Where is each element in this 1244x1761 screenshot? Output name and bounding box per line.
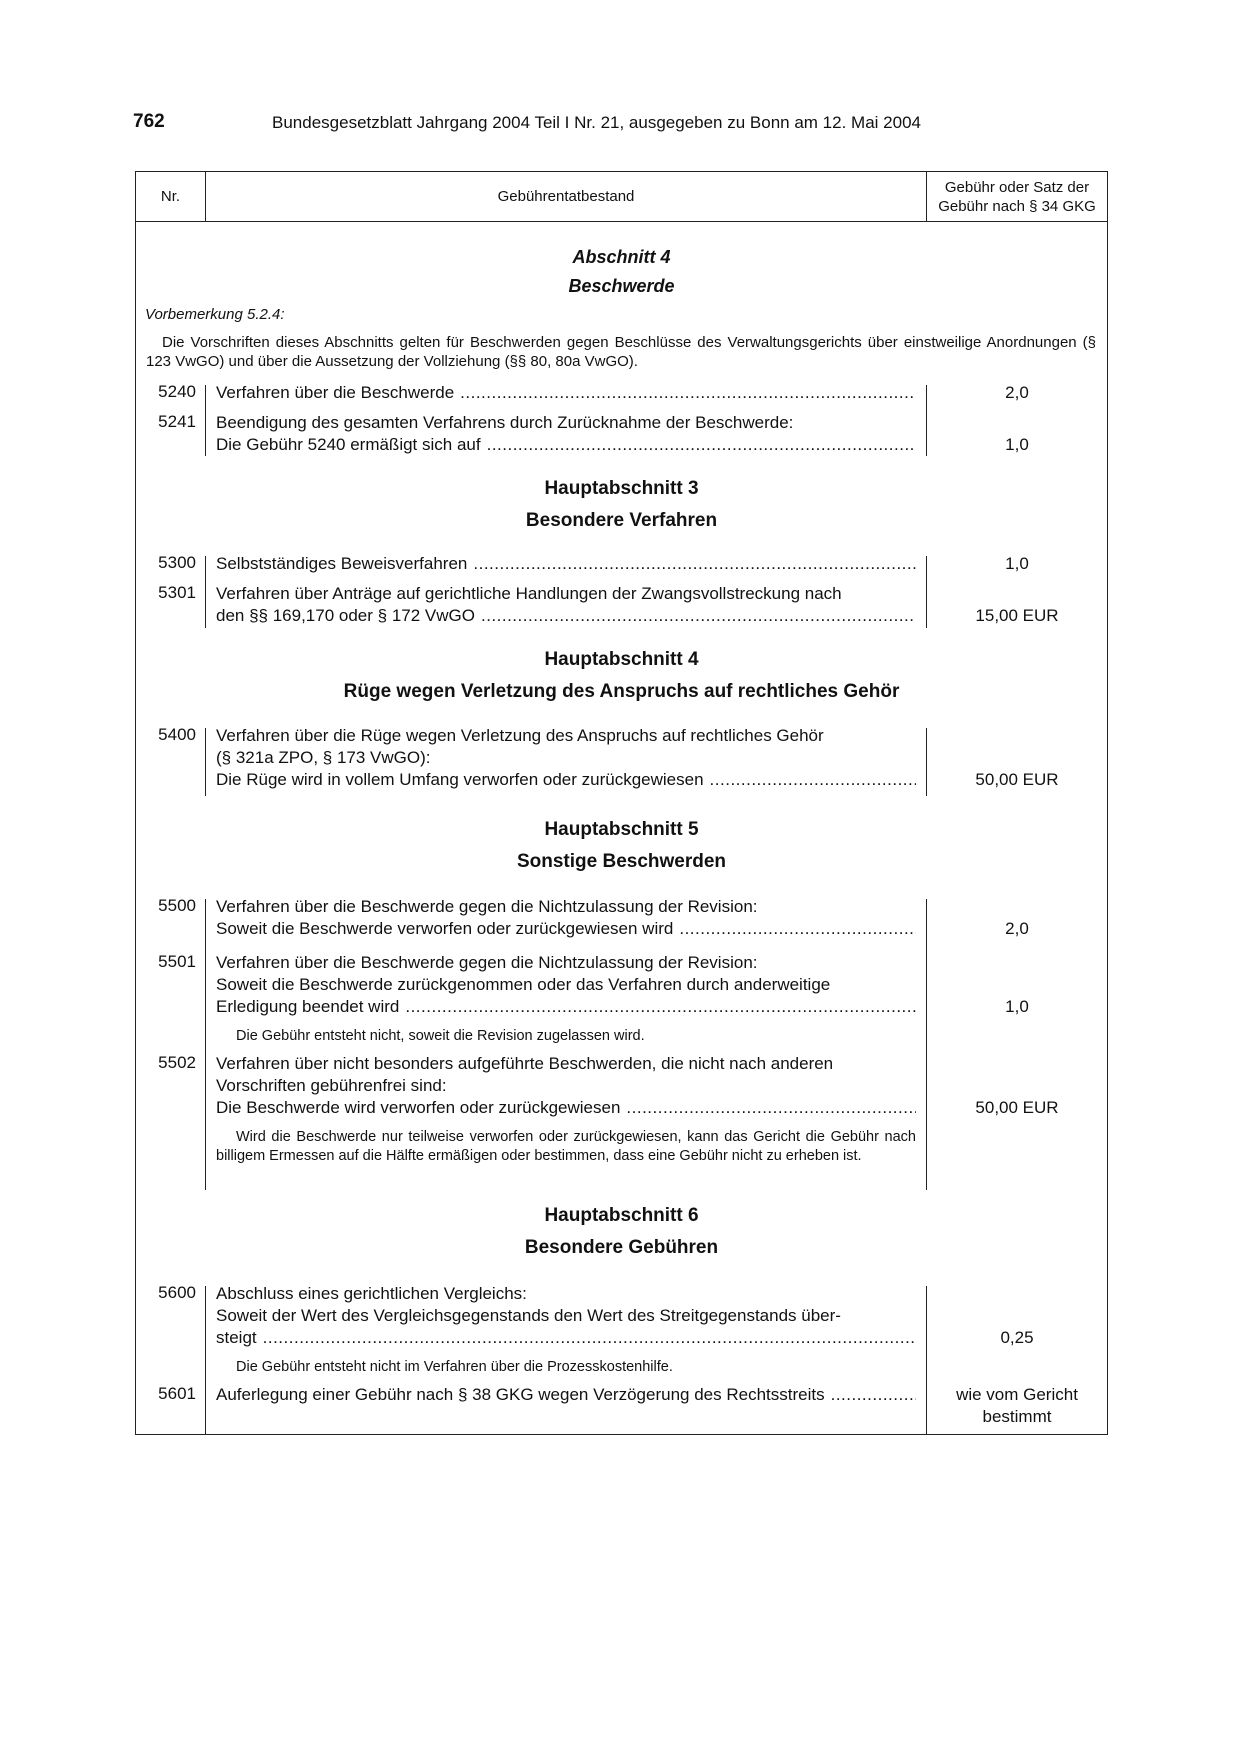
- row-text-5400-line2: (§ 321a ZPO, § 173 VwGO):: [216, 748, 431, 767]
- row-text-5500-line2: Soweit die Beschwerde verworfen oder zurückgewiesen wird: [216, 919, 674, 938]
- row-divider-left: [205, 728, 206, 796]
- row-text-5300: [216, 553, 916, 575]
- fee-table: [135, 171, 1108, 1435]
- row-text-5400-line1: Verfahren über die Rüge wegen Verletzung des Anspruchs auf rechtliches Gehör: [216, 726, 824, 745]
- hauptabschnitt-4-subtitle: Rüge wegen Verletzung des Anspruchs auf rechtliches Gehör: [343, 681, 900, 702]
- row-text-5500: [216, 896, 916, 940]
- row-number-5301: 5301: [158, 583, 196, 602]
- row-text-5600-line3: steigt: [216, 1328, 257, 1347]
- row-number-5300: 5300: [158, 553, 196, 572]
- row-divider-left: [205, 556, 206, 628]
- row-text-5502-line1: Verfahren über nicht besonders aufgeführte Beschwerden, die nicht nach anderen: [216, 1054, 834, 1073]
- abschnitt-subtitle: Beschwerde: [568, 276, 675, 296]
- row-text-5600-line2: Soweit der Wert des Vergleichsgegenstands den Wert des Streitgegenstands über-: [216, 1306, 841, 1325]
- hauptabschnitt-6-title: Hauptabschnitt 6: [544, 1205, 699, 1226]
- row-text-5501: [216, 952, 916, 1018]
- vorbemerkung-title: Vorbemerkung 5.2.4:: [145, 306, 285, 323]
- row-divider-right: [926, 899, 927, 1190]
- row-text-5502-line3: Die Beschwerde wird verworfen oder zurückgewiesen: [216, 1098, 621, 1117]
- row-text-5240: [216, 382, 916, 404]
- column-header-tatbestand: Gebührentatbestand: [206, 172, 927, 221]
- row-text-5601: [216, 1384, 916, 1406]
- row-text-5300-line: Selbstständiges Beweisverfahren: [216, 554, 468, 573]
- abschnitt-title: Abschnitt 4: [572, 247, 671, 267]
- row-number-5501: 5501: [158, 952, 196, 971]
- row-value-5240: 2,0: [1005, 383, 1029, 402]
- row-text-5500-line1: Verfahren über die Beschwerde gegen die Nichtzulassung der Revision:: [216, 897, 758, 916]
- row-value-5501: 1,0: [1005, 997, 1029, 1016]
- hauptabschnitt-5-subtitle: Sonstige Beschwerden: [516, 851, 727, 872]
- column-header-fee: [927, 172, 1107, 221]
- row-text-5301-line2: den §§ 169,170 oder § 172 VwGO: [216, 606, 475, 625]
- column-header-fee-line1: Gebühr oder Satz der: [944, 178, 1090, 196]
- row-value-5502: 50,00 EUR: [975, 1098, 1059, 1117]
- row-text-5241: [216, 412, 916, 456]
- row-value-5601-line2: bestimmt: [982, 1407, 1052, 1426]
- row-text-5400-line3: Die Rüge wird in vollem Umfang verworfen oder zurückgewiesen: [216, 770, 704, 789]
- row-text-5240-line: Verfahren über die Beschwerde: [216, 383, 455, 402]
- row-number-5502: 5502: [158, 1053, 196, 1072]
- row-text-5502-line2: Vorschriften gebührenfrei sind:: [216, 1076, 447, 1095]
- row-text-5501-line2: Soweit die Beschwerde zurückgenommen oder das Verfahren durch anderweitige: [216, 975, 831, 994]
- row-text-5600-line1: Abschluss eines gerichtlichen Vergleichs:: [216, 1284, 527, 1303]
- row-text-5601-line: Auferlegung einer Gebühr nach § 38 GKG wegen Verzögerung des Rechtsstreits: [216, 1385, 825, 1404]
- row-divider-left: [205, 1286, 206, 1435]
- row-text-5241-line2: Die Gebühr 5240 ermäßigt sich auf: [216, 435, 481, 454]
- row-number-5241: 5241: [158, 412, 196, 431]
- vorbemerkung-text: Die Vorschriften dieses Abschnitts gelten für Beschwerden gegen Beschlüsse des Verwaltungsgerichts über einstweilige Anordnungen (§ 123 VwGO) und über die Aussetzung der Vollziehung (§§ 80, 80a VwGO).: [146, 334, 1096, 370]
- row-value-5300: 1,0: [1005, 554, 1029, 573]
- row-value-5301: 15,00 EUR: [975, 606, 1059, 625]
- row-value-5601: [927, 1384, 1107, 1428]
- row-text-5501-line3: Erledigung beendet wird: [216, 997, 400, 1016]
- running-title: Bundesgesetzblatt Jahrgang 2004 Teil I Nr. 21, ausgegeben zu Bonn am 12. Mai 2004: [272, 113, 921, 132]
- row-value-5500: 2,0: [1005, 919, 1029, 938]
- row-text-5502: [216, 1053, 916, 1119]
- row-text-5241-line1: Beendigung des gesamten Verfahrens durch Zurücknahme der Beschwerde:: [216, 413, 794, 432]
- hauptabschnitt-6-subtitle: Besondere Gebühren: [524, 1237, 719, 1258]
- row-note-5600: Die Gebühr entsteht nicht im Verfahren über die Prozesskostenhilfe.: [236, 1359, 673, 1375]
- row-number-5601: 5601: [158, 1384, 196, 1403]
- row-text-5301: [216, 583, 916, 627]
- row-value-5400: 50,00 EUR: [975, 770, 1059, 789]
- row-note-5501: Die Gebühr entsteht nicht, soweit die Revision zugelassen wird.: [236, 1028, 645, 1044]
- row-number-5400: 5400: [158, 725, 196, 744]
- column-header-nr: Nr.: [136, 172, 206, 221]
- row-number-5240: 5240: [158, 382, 196, 401]
- column-header-fee-line2: Gebühr nach § 34 GKG: [938, 197, 1096, 215]
- hauptabschnitt-5-title: Hauptabschnitt 5: [544, 819, 699, 840]
- row-divider-left: [205, 899, 206, 1190]
- hauptabschnitt-3-title: Hauptabschnitt 3: [544, 478, 699, 499]
- row-number-5500: 5500: [158, 896, 196, 915]
- row-text-5301-line1: Verfahren über Anträge auf gerichtliche Handlungen der Zwangsvollstreckung nach: [216, 584, 842, 603]
- row-text-5501-line1: Verfahren über die Beschwerde gegen die Nichtzulassung der Revision:: [216, 953, 758, 972]
- row-number-5600: 5600: [158, 1283, 196, 1302]
- row-text-5400: [216, 725, 916, 791]
- row-value-5241: 1,0: [1005, 435, 1029, 454]
- hauptabschnitt-3-subtitle: Besondere Verfahren: [525, 510, 718, 531]
- row-value-5601-line1: wie vom Gericht: [956, 1385, 1078, 1404]
- page-number: 762: [133, 111, 165, 132]
- row-text-5600: [216, 1283, 916, 1349]
- row-note-5502: Wird die Beschwerde nur teilweise verworfen oder zurückgewiesen, kann das Gericht die Gebühr nach billigem Ermessen auf die Hälfte ermäßigen oder bestimmen, dass eine Gebühr nicht zu erheben ist.: [216, 1129, 916, 1164]
- row-value-5600: 0,25: [1000, 1328, 1034, 1347]
- row-divider-left: [205, 385, 206, 456]
- hauptabschnitt-4-title: Hauptabschnitt 4: [544, 649, 699, 670]
- table-header: [136, 172, 1107, 222]
